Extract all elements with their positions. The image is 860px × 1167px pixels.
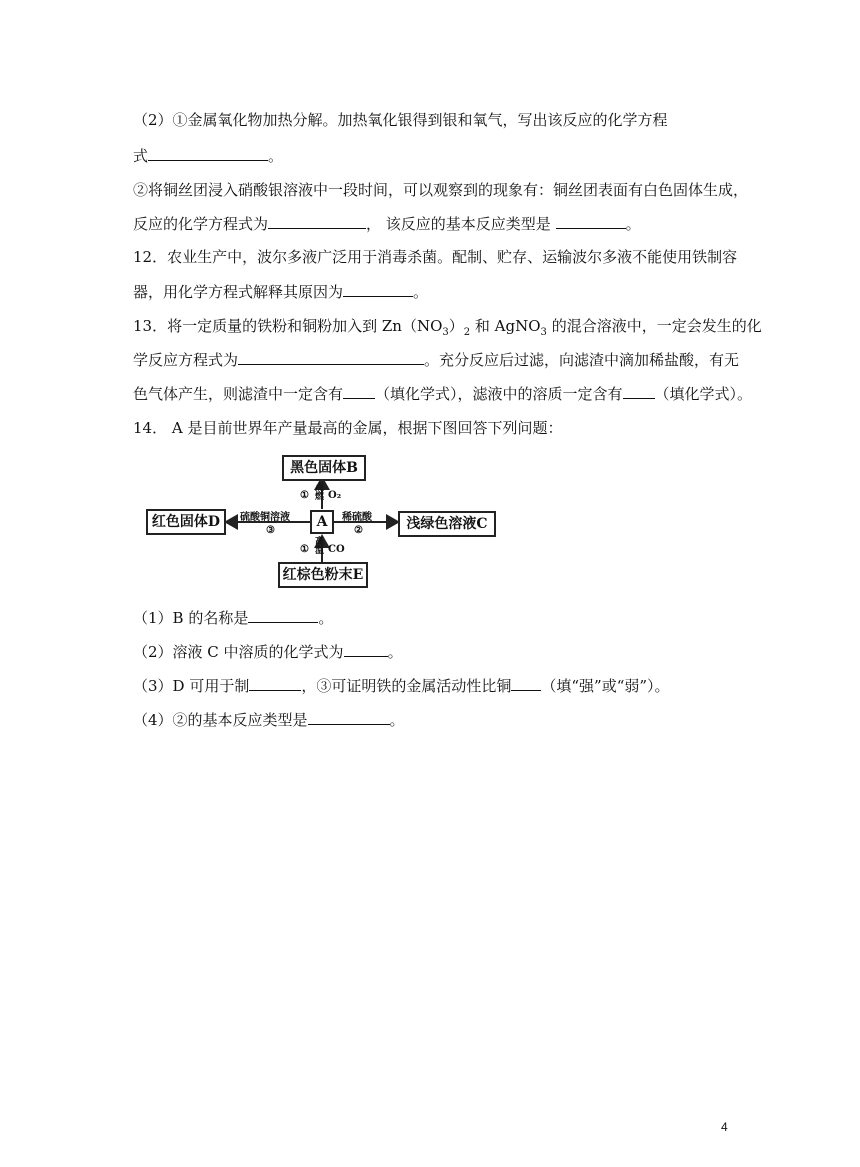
- text: ，③可证明铁的金属活动性比铜: [301, 677, 512, 695]
- q-line-3: [133, 180, 748, 200]
- label-up-condition: 点燃: [313, 482, 323, 500]
- text: （填化学式）。: [654, 385, 753, 403]
- text: ， 该反应的基本反应类型是: [366, 215, 556, 233]
- q13-line-2: [133, 350, 739, 370]
- answer-blank[interactable]: [268, 214, 366, 229]
- q-line-4: [133, 214, 641, 234]
- box-red-brown-powder-e: 红棕色粉末E: [278, 562, 368, 588]
- box-black-solid-b: 黑色固体B: [282, 455, 366, 481]
- label-down-num: ①: [300, 544, 309, 555]
- answer-blank[interactable]: [248, 608, 318, 623]
- answer-blank[interactable]: [344, 642, 388, 657]
- text: 。: [268, 147, 284, 165]
- label-down-reagent: CO: [328, 544, 345, 555]
- text: （3）D 可用于制: [133, 677, 250, 695]
- text: 学反应方程式为: [133, 351, 239, 369]
- text: 。: [413, 283, 429, 301]
- text: ②将铜丝团浸入硝酸银溶液中一段时间，可以观察到的现象有：铜丝团表面有白色固体生成，: [133, 181, 749, 199]
- answer-blank[interactable]: [343, 282, 413, 297]
- label-right-reagent: 稀硫酸: [342, 512, 372, 523]
- text: 的混合溶液中，一定会发生的化: [546, 317, 762, 335]
- q13-line-3: [133, 384, 752, 404]
- text: 14． A 是目前世界年产量最高的金属，根据下图回答下列问题：: [133, 419, 563, 437]
- label-left-num: ③: [266, 525, 275, 536]
- answer-blank[interactable]: [511, 676, 541, 691]
- text: 和 AgNO: [470, 317, 541, 335]
- text: 。: [389, 711, 405, 729]
- page-number: 4: [721, 1120, 728, 1134]
- text: 13．将一定质量的铁粉和铜粉加入到 Zn（NO: [133, 317, 443, 335]
- q12-line-2: [133, 282, 428, 302]
- text: （填化学式），滤液中的溶质一定含有: [375, 385, 623, 403]
- text: 。: [318, 609, 334, 627]
- q14-sub-3: [133, 676, 670, 696]
- text: （填“强”或“弱”）。: [541, 677, 670, 695]
- subscript: 3: [442, 327, 449, 338]
- reaction-diagram: [140, 452, 500, 592]
- answer-blank[interactable]: [249, 676, 301, 691]
- subscript: 3: [540, 327, 547, 338]
- text: 。充分反应后过滤，向滤渣中滴加稀盐酸，有无: [424, 351, 740, 369]
- q14-line-1: [133, 418, 562, 438]
- text: （2）①金属氧化物加热分解。加热氧化银得到银和氧气，写出该反应的化学方程: [133, 111, 668, 129]
- text: 。: [625, 215, 641, 233]
- answer-blank[interactable]: [556, 214, 626, 229]
- box-red-solid-d: 红色固体D: [146, 509, 226, 535]
- label-up-reagent: O₂: [328, 490, 342, 501]
- text: （1）B 的名称是: [133, 609, 249, 627]
- text: 12．农业生产中，波尔多液广泛用于消毒杀菌。配制、贮存、运输波尔多液不能使用铁制容: [133, 248, 738, 266]
- text: 。: [387, 643, 403, 661]
- answer-blank[interactable]: [308, 710, 390, 725]
- text: 反应的化学方程式为: [133, 215, 269, 233]
- label-right-num: ②: [354, 525, 363, 536]
- q14-sub-2: [133, 642, 403, 662]
- box-center-a: A: [310, 510, 334, 534]
- answer-blank[interactable]: [343, 384, 375, 399]
- label-down-condition: 高温: [313, 536, 323, 554]
- answer-blank[interactable]: [238, 350, 424, 365]
- text: （4）②的基本反应类型是: [133, 711, 308, 729]
- q14-sub-1: [133, 608, 333, 628]
- box-light-green-solution-c: 浅绿色溶液C: [398, 511, 496, 537]
- answer-blank[interactable]: [148, 146, 268, 161]
- text: 式: [133, 147, 149, 165]
- answer-blank[interactable]: [623, 384, 655, 399]
- q13-line-1: [133, 316, 762, 343]
- q-line-2: [133, 146, 283, 166]
- subscript: 2: [463, 327, 471, 338]
- label-left-reagent: 硫酸铜溶液: [240, 512, 290, 523]
- label-up-num: ①: [300, 490, 309, 501]
- text: （2）溶液 C 中溶质的化学式为: [133, 643, 344, 661]
- text: 器，用化学方程式解释其原因为: [133, 283, 344, 301]
- q-line-1: [133, 110, 668, 130]
- q14-sub-4: [133, 710, 405, 730]
- text: 色气体产生，则滤渣中一定含有: [133, 385, 344, 403]
- text: ）: [448, 317, 464, 335]
- q12-line-1: [133, 247, 737, 267]
